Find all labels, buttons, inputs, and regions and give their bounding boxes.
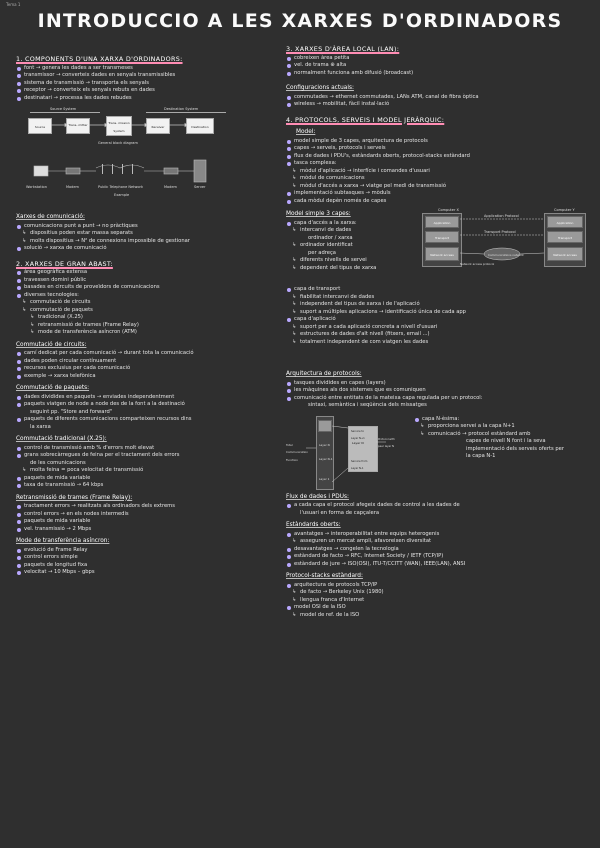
list-item: ↳ model de ref. de la ISO [286,612,590,620]
device-workstation: Workstation [26,185,47,189]
list-item: dades poden circular contínuament [16,358,284,366]
list-item: ↳ tradicional (X.25) [16,314,284,322]
section-gran-abast-title: 2. XARXES DE GRAN ABAST: [16,259,113,268]
list-item: vel. de trama ⊕ alta [286,62,590,70]
layer-network-access-y: Network access [553,253,577,257]
list-item: evolució de Frame Relay [16,547,284,555]
layer-application-x: Application [433,221,451,225]
list-item: ↳ molts dispositius → N² de connexions impossible de gestionar [16,238,284,246]
list-item: ↳ fiabilitat intercanvi de dades [286,294,590,302]
device-modem: Modem [164,185,177,189]
list-item: ↳ mòdul d'aplicació → interfície i comandes d'usuari [286,168,590,176]
list-item: ↳ suport a múltiples aplicacions → identificació única de cada app [286,309,590,317]
list-item: ↳ asseguren un mercat ampli, afavoreixen diversitat [286,538,590,546]
list-item: ↳ ordinador identificat [286,242,416,250]
list-item: ↳ dispositius poden estar massa separats [16,230,284,238]
list-item: ↳ retransmissió de trames (Frame Relay) [16,322,284,330]
list-item: ↳ diferents nivells de servei [286,257,416,265]
list-item: cobreixen àrea petita [286,55,590,63]
device-modem: Modem [66,185,79,189]
left-column [16,52,284,577]
list-item: ↳ independent del tipus de xarxa i de l'aplicació [286,301,590,309]
xarxes-comunicacio-title: Xarxes de comunicació: [16,214,85,220]
list-item: travessen domini públic [16,277,284,285]
model-3-capes-title: Model simple 3 capes: [286,211,351,217]
list-item: normalment funciona amb difusió (broadcast) [286,70,590,78]
list-item: sistema de transmissió → transporta els senyals [16,80,284,88]
section-lan-title: 3. XARXES D'ÀREA LOCAL (LAN): [286,45,400,53]
list-item: capes de nivell N font i la seva [466,438,546,444]
layer-n-block [286,412,590,494]
list-item: tractament errors → realitzats als ordinadors dels extrems [16,503,284,511]
list-item: solució → xarxa de comunicació [16,245,284,253]
commutacio-circuits-title: Commutació de circuits: [16,341,87,348]
service-to-label: Service to Layer N+1 [351,429,365,440]
list-item: control errors simple [16,554,284,562]
list-item: ↳ llengua franca d'Internet [286,597,590,605]
list-item: font → genera les dades a ser transmeses [16,65,284,73]
layer-transport-y: Transport [557,236,573,240]
page-number: Tema 1 [6,2,21,7]
list-item: comunicació entre entitats de la mateixa capa regulada per un protocol: [286,395,590,403]
list-item: ↳ mòdul d'accés a xarxa → viatge pel medi de transmissió [286,183,590,191]
list-item: de les comunicacions [30,459,86,466]
list-item: paquets de diferents comunicacions comparteixen recursos dins [16,416,284,424]
list-item: vel. transmissió → 2 Mbps [16,526,284,534]
list-item: cada mòdul depèn només de capes [286,198,590,206]
layer-network-access-x: Network access [430,253,454,257]
list-item: camí dedicat per cada comunicació → durant tota la comunicació [16,350,284,358]
model-3-capes-block [286,208,590,369]
list-item: capa N-èsima: [414,416,590,424]
list-item: avantatges → interoperabilitat entre equips heterogenis [286,531,590,539]
list-item: per adreça [308,249,336,256]
list-item: ↳ intercanvi de dades [286,227,416,235]
list-item: capa d'accés a la xarxa: [286,220,416,228]
list-item: basades en circuits de proveïdors de comunicacions [16,284,284,292]
list-item: control errors → en els nodes intermedis [16,511,284,519]
estandards-oberts-title: Estàndards oberts: [286,522,341,528]
list-item: tasques dividides en capes (layers) [286,380,590,388]
section-components-title: 1. COMPONENTS D'UNA XARXA D'ORDINADORS: [16,55,183,63]
list-item: estàndard de facto → RFC, Internet Society / IETF (TCP/IP) [286,553,590,561]
list-item: ↳ de facto → Berkeley Unix (1980) [286,589,590,597]
list-item: ↳ mòdul de comunicacions [286,175,590,183]
device-public-telephone-network: Public Telephone Network [98,185,143,189]
list-item: capes → serveis, protocols i serveis [286,145,590,153]
destination-system-label: Destination System [164,107,199,111]
device-server: Server [194,185,206,189]
list-item: control de transmissió amb % d'errors molt elevat [16,445,284,453]
list-item: velocitat → 10 Mbps – gbps [16,569,284,577]
list-item: ↳ commutació de paquets [16,307,284,315]
net-access-protocol-label: Network access protocol [460,262,495,266]
list-item: model OSI de la ISO [286,604,590,612]
caption-example: Example [114,193,130,197]
block-diagram-arrows [16,102,256,214]
layer-n-1-label: Layer N-1 [319,456,333,461]
list-item: les màquines als dos sistemes que es comuniquen [286,387,590,395]
box-destination: Destination [191,125,209,129]
caption-general-block-diagram: General block diagram [98,141,138,145]
layer-n-box: Layer N [352,440,364,445]
list-item: flux de dades i PDU's, estàndards oberts, protocol-stacks estàndard [286,153,590,161]
list-item: transmissor → converteix dades en senyals transmissibles [16,72,284,80]
box-transmission-system: Trans- mission System [108,121,130,133]
list-item: ↳ molta feina = poca velocitat de transmissió [16,467,284,475]
frame-relay-title: Retransmissió de trames (Frame Relay): [16,494,133,501]
list-item: receptor → converteix els senyals rebuts en dades [16,87,284,95]
app-protocol-label: Application Protocol [484,214,519,218]
section-protocols-title: 4. PROTOCOLS, SERVEIS I MODEL JERÀRQUIC: [286,115,445,124]
computer-y-label: Computer Y [554,208,575,212]
source-system-label: Source System [50,107,77,111]
list-item: a cada capa el protocol afegeix dades de control a les dades de [286,502,590,510]
list-item: la capa N-1 [466,453,496,459]
list-item: implementació dels serveis oferts per [466,445,564,452]
box-transmitter: Trans- mitter [68,123,88,127]
list-item: seguint pp. "Store and forward" [30,408,113,415]
layer-n-diagram [286,412,410,494]
configuracions-title: Configuracions actuals: [286,85,354,91]
list-item: ↳ proporciona servei a la capa N+1 [414,423,590,431]
list-item: commutades → ethernet commutades, LANs ATM, canal de fibra òptica [286,94,590,102]
list-item: wireless → mobilitat, fàcil instal·lació [286,101,590,109]
list-item: ↳ suport per a cada aplicació concreta a nivell d'usuari [286,324,590,332]
list-item: àrea geogràfica extensa [16,269,284,277]
transport-protocol-label: Transport Protocol [484,230,516,234]
list-item: ↳ commutació de circuits [16,299,284,307]
list-item: ↳ totalment independent de com viatgen les dades [286,339,590,347]
list-item: estàndard de jure → ISO(OSI), ITU-T/CCITT (WAN), IEEE(LAN), ANSI [286,561,590,569]
list-item: ↳ comunicació → protocol estàndard amb [414,431,590,439]
computer-x-label: Computer X [438,208,459,212]
list-item: capa d'aplicació [286,316,590,324]
list-item: desavantatges → congelen la tecnologia [286,546,590,554]
list-item: paquets de mida variable [16,475,284,483]
commutacio-paquets-title: Commutació de paquets: [16,385,90,391]
list-item: ordinador / xarxa [308,234,353,241]
list-item: recursos exclusius per cada comunicació [16,365,284,373]
commutacio-tradicional-title: Commutació tradicional (X.25): [16,436,107,442]
list-item: tasca complexa: [286,160,590,168]
list-item: l'usuari en forma de capçalera [300,509,380,516]
layer-application-y: Application [556,221,574,225]
list-item: comunicacions punt a punt → no pràctiques [16,223,284,231]
page-title: INTRODUCCIO A LES XARXES D'ORDINADORS [37,10,563,32]
list-item: exemple → xarxa telefònica [16,373,284,381]
list-item: diverses tecnologies: [16,292,284,300]
list-item: taxa de transmissió → 64 kbps [16,482,284,490]
list-item: la xarxa [30,423,51,430]
list-item: ↳ estructures de dades d'alt nivell (fitxers, email ...) [286,331,590,339]
layer-1-label: Layer 1 [319,476,330,481]
model-title: Model: [296,129,316,135]
list-item: model simple de 3 capes, arquitectura de protocols [286,138,590,146]
block-diagram [16,102,284,214]
list-item: ↳ dependent del tipus de xarxa [286,265,416,273]
list-item: dades dividides en paquets → enviades independentment [16,394,284,402]
atm-title: Mode de transferència asíncron: [16,538,110,544]
layer-n-label: Layer N [319,442,330,447]
layer-n-lines [286,412,410,494]
box-receiver: Receiver [151,125,165,129]
list-item: implementació subtasques → mòduls [286,190,590,198]
list-item: arquitectura de protocols TCP/IP [286,582,590,590]
flux-dades-title: Flux de dades i PDUs: [286,493,349,500]
protocol-stacks-title: Protocol-stacks estàndard: [286,573,363,579]
arquitectura-title: Arquitectura de protocols: [286,371,362,377]
layer-transport-x: Transport [434,236,450,240]
list-item: paquets de longitud fixa [16,562,284,570]
list-item: grans sobrecàrregues de feina per el tractament dels errors [16,452,284,460]
service-from-label: Service from Layer N-1 [351,459,368,470]
list-item: paquets viatgen de node a node des de la font a la destinació [16,401,284,409]
three-layer-diagram [420,207,588,277]
list-item: ↳ mode de transferència asíncron (ATM) [16,329,284,337]
list-item: capa de transport [286,286,590,294]
total-comm-label: Total Communication Function [286,442,309,462]
box-source: Source [34,125,46,129]
list-item: destinatari → processa les dades rebudes [16,95,284,103]
list-item: sintaxi, semàntica i seqüència dels missatges [308,402,427,408]
network-label: Communications network [488,253,524,257]
right-column [286,42,590,619]
list-item: paquets de mida variable [16,518,284,526]
protocol-peer-label: Protocol with peer layer N [378,437,395,448]
